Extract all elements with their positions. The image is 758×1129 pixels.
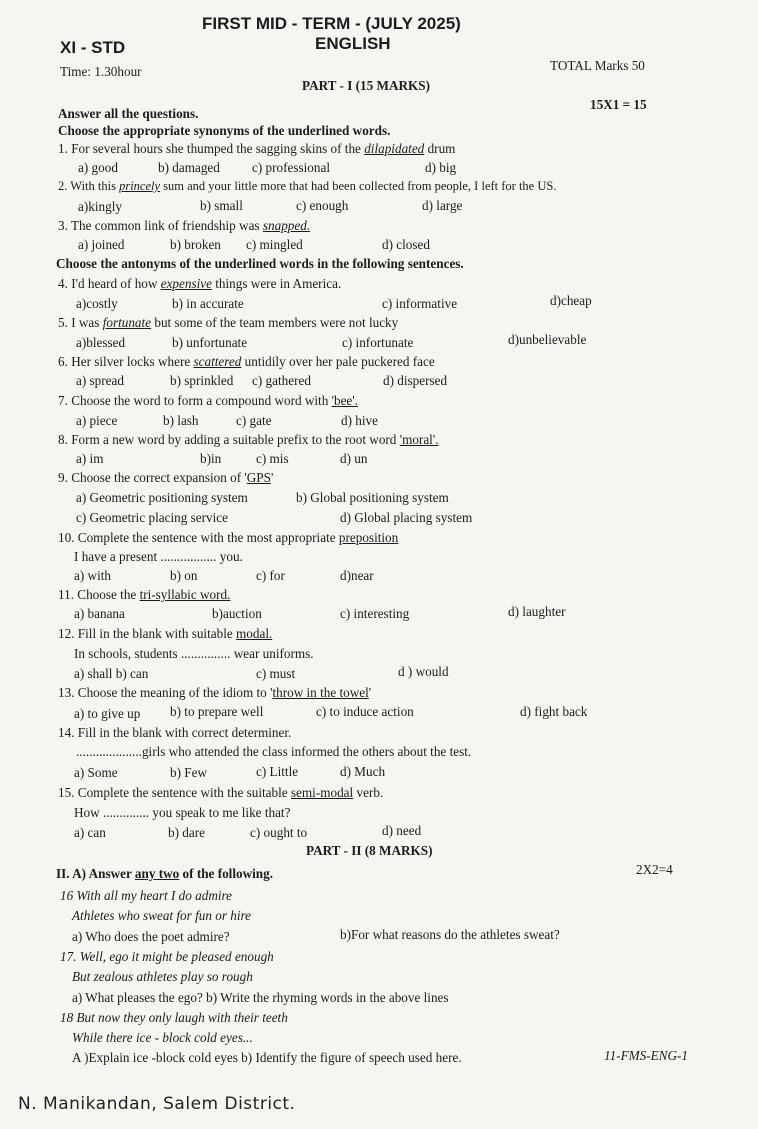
paper-code: 11-FMS-ENG-1 bbox=[604, 1048, 688, 1063]
q14-option-c: c) Little bbox=[256, 764, 299, 779]
q13-option-d: d) fight back bbox=[520, 704, 588, 719]
q5-option-b: b) unfortunate bbox=[172, 335, 248, 350]
q14-option-a: a) Some bbox=[74, 765, 118, 780]
subject-title: ENGLISH bbox=[315, 34, 391, 53]
q15-option-b: b) dare bbox=[168, 825, 205, 840]
q14-option-b: b) Few bbox=[170, 765, 207, 780]
std-label: XI - STD bbox=[60, 38, 126, 57]
q9-option-b: b) Global positioning system bbox=[296, 490, 449, 505]
question-17-line1: 17. Well, ego it might be pleased enough bbox=[60, 949, 274, 964]
synonyms-instruction: Choose the appropriate synonyms of the underlined words. bbox=[58, 123, 391, 138]
q4-option-a: a)costly bbox=[76, 296, 118, 311]
question-3: 3. The common link of friendship was snapped. bbox=[58, 218, 311, 233]
q15-sentence: How .............. you speak to me like that? bbox=[74, 805, 291, 820]
question-18-line2: While there ice - block cold eyes... bbox=[72, 1030, 253, 1045]
q3-option-a: a) joined bbox=[78, 237, 125, 252]
q5-option-d: d)unbelievable bbox=[508, 332, 587, 347]
q12-option-ab: a) shall b) can bbox=[74, 666, 149, 681]
q1-option-c: c) professional bbox=[252, 160, 330, 175]
answer-all: Answer all the questions. bbox=[58, 106, 199, 121]
question-7: 7. Choose the word to form a compound word with 'bee'. bbox=[58, 393, 358, 408]
question-16-line1: 16 With all my heart I do admire bbox=[60, 888, 233, 903]
q10-option-a: a) with bbox=[74, 568, 111, 583]
question-8: 8. Form a new word by adding a suitable prefix to the root word 'moral'. bbox=[58, 432, 439, 447]
q6-option-c: c) gathered bbox=[252, 373, 311, 388]
time-label: Time: 1.30hour bbox=[60, 64, 142, 79]
question-5: 5. I was fortunate but some of the team members were not lucky bbox=[58, 315, 399, 330]
part2-heading: PART - II (8 MARKS) bbox=[306, 843, 433, 858]
q6-option-a: a) spread bbox=[76, 373, 124, 388]
q15-option-d: d) need bbox=[382, 823, 422, 838]
question-14: 14. Fill in the blank with correct determiner. bbox=[58, 725, 292, 740]
q2-option-a: a)kingly bbox=[78, 199, 122, 214]
q7-option-b: b) lash bbox=[163, 413, 199, 428]
q7-option-d: d) hive bbox=[341, 413, 378, 428]
q10-option-c: c) for bbox=[256, 568, 285, 583]
q12-option-d: d ) would bbox=[398, 664, 449, 679]
antonyms-instruction: Choose the antonyms of the underlined words in the following sentences. bbox=[56, 256, 464, 271]
q12-sentence: In schools, students ............... wear uniforms. bbox=[74, 646, 314, 661]
part2-instruction: II. A) Answer any two of the following. bbox=[56, 866, 274, 881]
total-marks: TOTAL Marks 50 bbox=[550, 58, 645, 73]
q8-option-a: a) im bbox=[76, 451, 104, 466]
q5-option-c: c) infortunate bbox=[342, 335, 414, 350]
question-4: 4. I'd heard of how expensive things were in America. bbox=[58, 276, 342, 291]
question-12: 12. Fill in the blank with suitable modal. bbox=[58, 626, 273, 641]
q4-option-c: c) informative bbox=[382, 296, 458, 311]
q1-option-a: a) good bbox=[78, 160, 118, 175]
q8-option-c: c) mis bbox=[256, 451, 289, 466]
q6-option-d: d) dispersed bbox=[383, 373, 448, 388]
question-13: 13. Choose the meaning of the idiom to 'throw in the towel' bbox=[58, 685, 372, 700]
q18-options: A )Explain ice -block cold eyes b) Identify the figure of speech used here. bbox=[72, 1050, 462, 1065]
q2-option-d: d) large bbox=[422, 198, 463, 213]
q11-option-b: b)auction bbox=[212, 606, 262, 621]
q11-option-d: d) laughter bbox=[508, 604, 566, 619]
q9-option-c: c) Geometric placing service bbox=[76, 510, 228, 525]
part1-marks: 15X1 = 15 bbox=[590, 97, 647, 112]
q13-option-a: a) to give up bbox=[74, 706, 141, 721]
question-10: 10. Complete the sentence with the most appropriate preposition bbox=[58, 530, 399, 545]
question-15: 15. Complete the sentence with the suitable semi-modal verb. bbox=[58, 785, 384, 800]
part1-heading: PART - I (15 MARKS) bbox=[302, 78, 430, 93]
q10-option-d: d)near bbox=[340, 568, 374, 583]
q3-option-c: c) mingled bbox=[246, 237, 303, 252]
q2-option-b: b) small bbox=[200, 198, 243, 213]
q7-option-a: a) piece bbox=[76, 413, 118, 428]
q10-sentence: I have a present ................. you. bbox=[74, 549, 243, 564]
part2-marks: 2X2=4 bbox=[636, 862, 673, 877]
question-11: 11. Choose the tri-syllabic word. bbox=[58, 587, 231, 602]
q14-sentence: ....................girls who attended the class informed the others about the test. bbox=[76, 744, 472, 759]
question-9: 9. Choose the correct expansion of 'GPS' bbox=[58, 470, 274, 485]
q11-option-c: c) interesting bbox=[340, 606, 410, 621]
handwritten-signature: N. Manikandan, Salem District. bbox=[18, 1094, 296, 1114]
question-16-line2: Athletes who sweat for fun or hire bbox=[72, 908, 252, 923]
q14-option-d: d) Much bbox=[340, 764, 386, 779]
q3-option-d: d) closed bbox=[382, 237, 430, 252]
q12-option-c: c) must bbox=[256, 666, 296, 681]
q8-option-d: d) un bbox=[340, 451, 368, 466]
q3-option-b: b) broken bbox=[170, 237, 221, 252]
q2-option-c: c) enough bbox=[296, 198, 349, 213]
q1-option-d: d) big bbox=[425, 160, 457, 175]
question-6: 6. Her silver locks where scattered untidily over her pale puckered face bbox=[58, 354, 435, 369]
q13-option-b: b) to prepare well bbox=[170, 704, 264, 719]
question-17-line2: But zealous athletes play so rough bbox=[72, 969, 253, 984]
question-18-line1: 18 But now they only laugh with their teeth bbox=[60, 1010, 288, 1025]
q4-option-d: d)cheap bbox=[550, 293, 592, 308]
exam-title: FIRST MID - TERM - (JULY 2025) bbox=[202, 14, 461, 33]
q15-option-a: a) can bbox=[74, 825, 106, 840]
q9-option-a: a) Geometric positioning system bbox=[76, 490, 248, 505]
q11-option-a: a) banana bbox=[74, 606, 125, 621]
q15-option-c: c) ought to bbox=[250, 825, 308, 840]
q16-option-b: b)For what reasons do the athletes sweat? bbox=[340, 927, 560, 942]
q17-options: a) What pleases the ego? b) Write the rhyming words in the above lines bbox=[72, 990, 449, 1005]
question-1: 1. For several hours she thumped the sagging skins of the dilapidated drum bbox=[58, 141, 456, 156]
q16-option-a: a) Who does the poet admire? bbox=[72, 929, 230, 944]
q9-option-d: d) Global placing system bbox=[340, 510, 473, 525]
q13-option-c: c) to induce action bbox=[316, 704, 414, 719]
q5-option-a: a)blessed bbox=[76, 335, 126, 350]
q10-option-b: b) on bbox=[170, 568, 198, 583]
q1-option-b: b) damaged bbox=[158, 160, 220, 175]
question-2: 2. With this princely sum and your little more that had been collected from people, I left for the US. bbox=[58, 179, 557, 193]
q8-option-b: b)in bbox=[200, 451, 222, 466]
q7-option-c: c) gate bbox=[236, 413, 272, 428]
q4-option-b: b) in accurate bbox=[172, 296, 244, 311]
q6-option-b: b) sprinkled bbox=[170, 373, 234, 388]
